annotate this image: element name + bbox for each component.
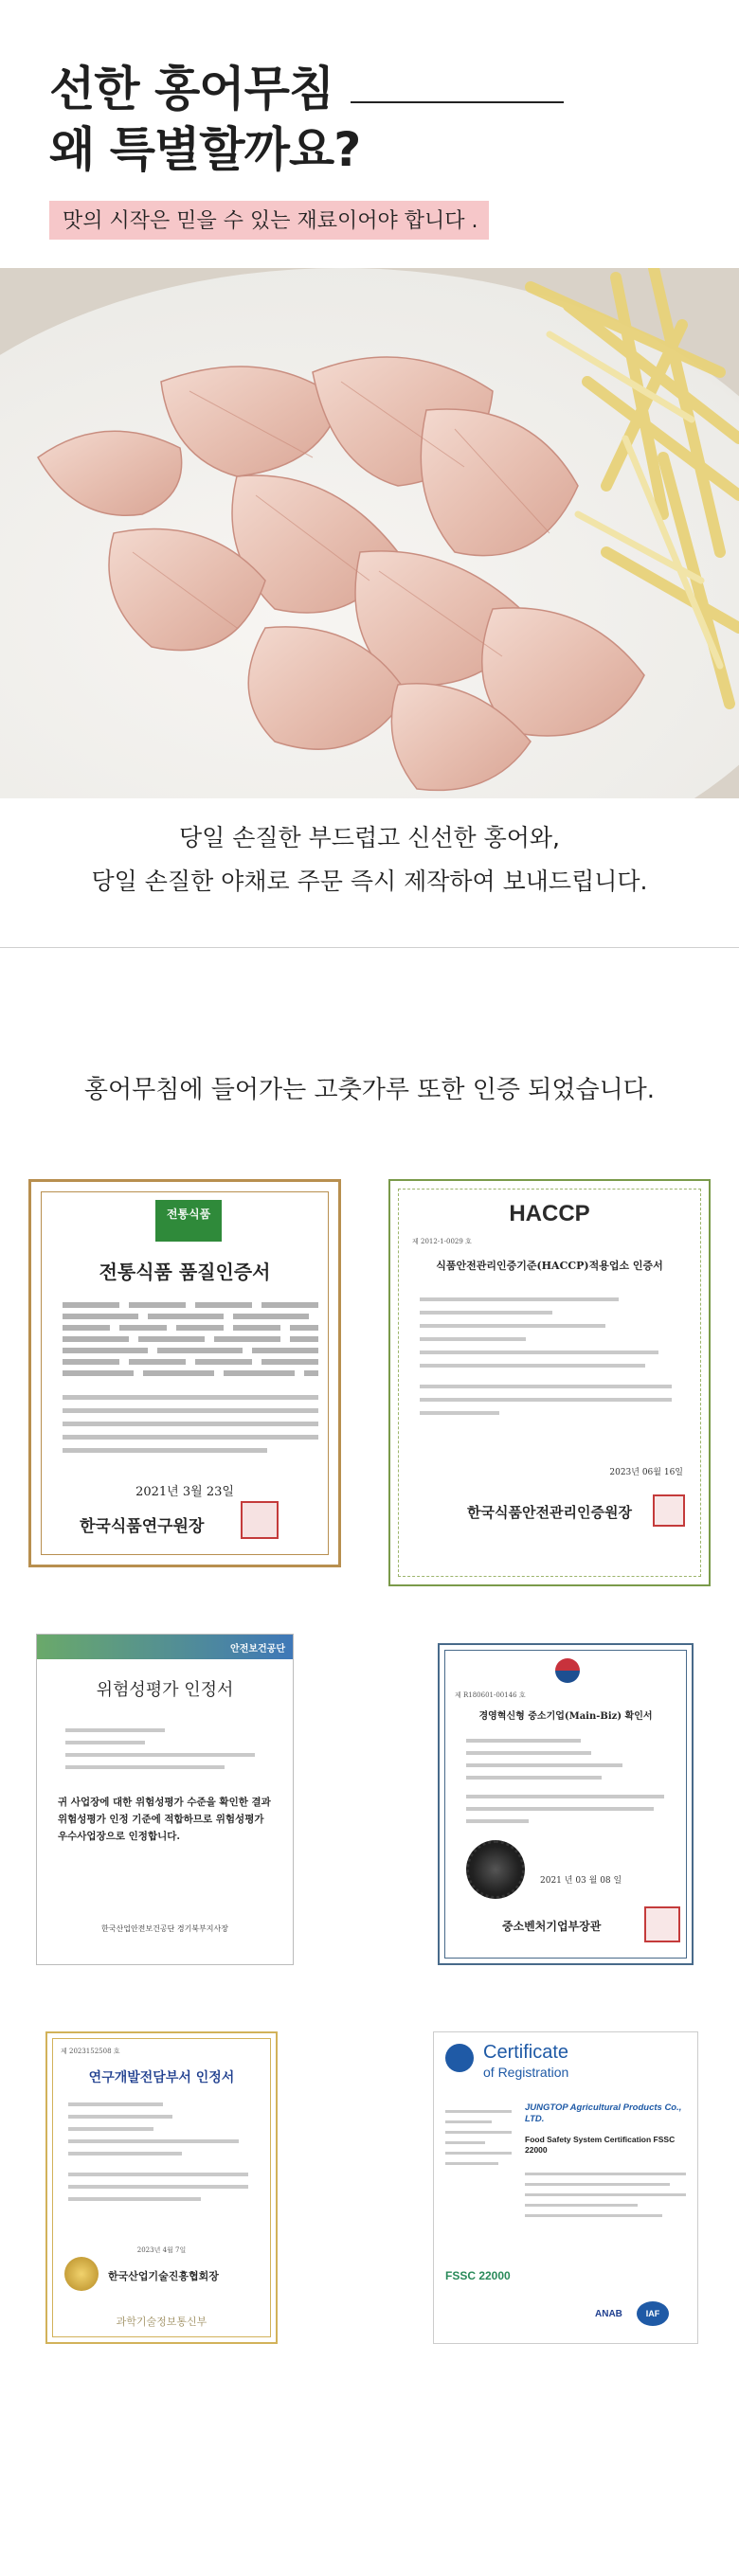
hero-title-line2: 왜 특별할까요? — [49, 122, 361, 177]
risk-cert-fields — [65, 1720, 264, 1778]
rnd-fields — [68, 2094, 258, 2209]
traditional-cert-issuer: 한국식품연구원장 — [80, 1517, 205, 1536]
anab-logo: ANAB — [595, 2309, 622, 2319]
iaf-logo: IAF — [637, 2301, 669, 2326]
risk-cert-issuer: 한국산업안전보건공단 경기북부지사장 — [101, 1924, 228, 1933]
haccp-number: 제 2012-1-0029 호 — [412, 1238, 472, 1245]
haccp-date: 2023년 06월 16일 — [609, 1468, 683, 1477]
rnd-title: 연구개발전담부서 인정서 — [88, 2070, 235, 2085]
title-rule — [351, 101, 564, 103]
fssc-body-lines — [525, 2165, 686, 2225]
hongeo-muchim-photo — [0, 268, 739, 798]
highlight-banner: 맛의 시작은 믿을 수 있는 재료이어야 합니다 . — [49, 201, 489, 240]
hero-title — [49, 59, 360, 180]
risk-cert-title: 위험성평가 인정서 — [96, 1680, 234, 1700]
risk-assessment-certificate — [36, 1634, 294, 1965]
traditional-cert-title: 전통식품 품질인증서 — [99, 1261, 271, 1283]
korea-emblem-icon — [555, 1658, 580, 1683]
risk-cert-banner — [37, 1635, 293, 1659]
fssc-title-line1: Certificate — [483, 2042, 569, 2063]
traditional-cert-body — [63, 1386, 318, 1461]
fssc-standard: Food Safety System Certification FSSC 22000 — [525, 2135, 676, 2155]
fssc-logo — [445, 2269, 511, 2282]
traditional-cert-fields — [63, 1297, 318, 1382]
rnd-issuer: 한국산업기술진흥협회장 — [108, 2270, 219, 2282]
nsf-logo-icon — [445, 2044, 474, 2072]
rnd-footer: 과학기술정보통신부 — [116, 2316, 207, 2328]
mainbiz-title: 경영혁신형 중소기업(Main-Biz) 확인서 — [478, 1711, 653, 1722]
official-seal-icon — [644, 1906, 680, 1942]
mainbiz-certificate — [438, 1643, 694, 1965]
haccp-title: 식품안전관리인증기준(HACCP)적용업소 인증서 — [436, 1260, 663, 1272]
fssc-company: JUNGTOP Agricultural Products Co., LTD. — [525, 2102, 682, 2124]
mainbiz-issuer: 중소벤처기업부장관 — [502, 1920, 602, 1933]
description-line2: 당일 손질한 야채로 주문 즉시 제작하여 보내드립니다. — [91, 868, 648, 895]
fssc-title-line2: of Registration — [483, 2065, 569, 2080]
haccp-certificate — [388, 1179, 711, 1586]
rnd-department-certificate — [45, 2031, 278, 2344]
hero-title-line1: 선한 홍어무침 — [49, 62, 334, 116]
risk-cert-body: 귀 사업장에 대한 위험성평가 수준을 확인한 결과 위험성평가 인정 기준에 적합하므로 위험성평가 우수사업장으로 인정합니다. — [58, 1797, 271, 1842]
traditional-food-badge: 전통식품 — [155, 1200, 222, 1242]
haccp-logo: HACCP — [509, 1201, 590, 1226]
certificates-heading: 홍어무침에 들어가는 고춧가루 또한 인증 되었습니다. — [83, 1076, 656, 1104]
fssc-logo-label: FSSC 22000 — [445, 2269, 511, 2282]
mainbiz-number: 제 R180601-00146 호 — [455, 1691, 526, 1699]
food-photo-illustration — [0, 268, 739, 798]
fssc-left-column — [445, 2102, 512, 2173]
rnd-date: 2023년 4월 7일 — [136, 2246, 187, 2254]
traditional-cert-date: 2021년 3월 23일 — [135, 1485, 234, 1499]
haccp-fields — [420, 1288, 685, 1424]
traditional-food-certificate — [28, 1179, 341, 1567]
description-line1: 당일 손질한 부드럽고 신선한 홍어와, — [179, 824, 560, 851]
haccp-issuer: 한국식품안전관리인증원장 — [467, 1504, 632, 1521]
gold-medal-icon — [64, 2257, 99, 2291]
risk-cert-agency: 안전보건공단 — [230, 1644, 285, 1655]
official-seal-icon — [241, 1501, 279, 1539]
product-description — [0, 816, 739, 903]
rnd-number: 제 2023152508 호 — [61, 2048, 120, 2055]
embossed-seal-icon — [466, 1840, 525, 1899]
official-seal-icon — [653, 1494, 685, 1527]
mainbiz-date: 2021 년 03 월 08 일 — [540, 1876, 622, 1886]
fssc-certificate — [433, 2031, 698, 2344]
mainbiz-fields — [466, 1730, 675, 1832]
section-divider — [0, 947, 739, 948]
